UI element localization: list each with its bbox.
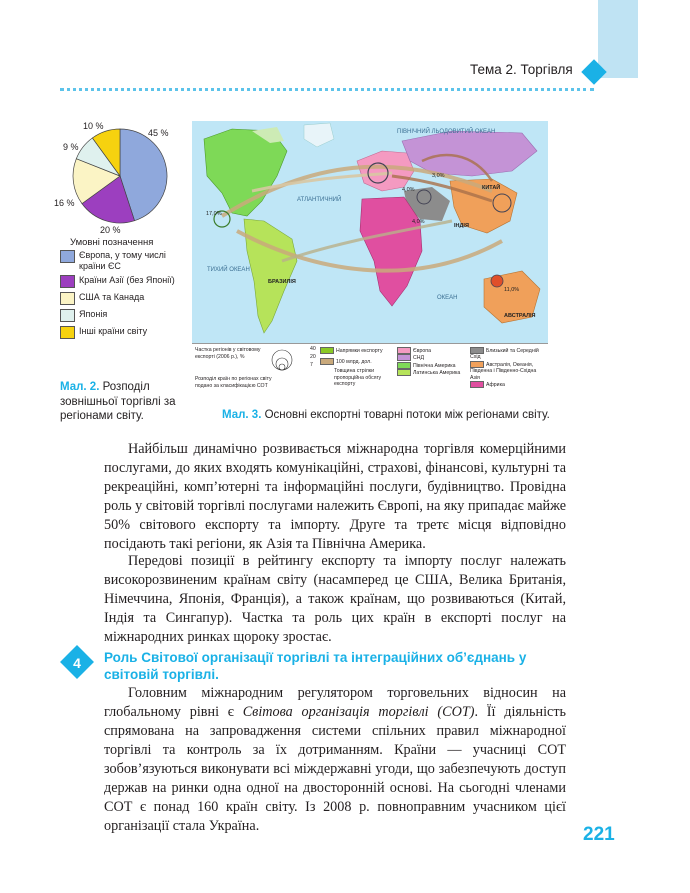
region-label-india: ІНДІЯ: [454, 223, 469, 229]
figure-2-text: Розподіл зовнішньої торгівлі за регіонами світу.: [60, 381, 176, 422]
map-legend-share-title: Частка регіонів у світовому експорті (2006 р.), %: [195, 347, 261, 360]
map-legend: [192, 343, 548, 402]
region-label-brazil: БРАЗИЛІЯ: [268, 279, 296, 285]
region-legend-label: Близький та Середній Схід: [470, 347, 539, 361]
region-legend-label: Латинська Америка: [413, 370, 461, 376]
region-legend-item: [470, 361, 546, 381]
legend-label: США та Канада: [79, 292, 145, 302]
legend-item: [60, 275, 180, 288]
region-legend-label: Африка: [486, 382, 505, 389]
figure-2-caption: [60, 380, 185, 424]
arrow-label: Напрямки експорту: [336, 347, 383, 354]
region-swatch: [397, 347, 411, 354]
legend-swatch: [60, 250, 75, 263]
pie-label-2: 16 %: [54, 198, 75, 208]
pie-label-4: 10 %: [83, 121, 104, 131]
paragraph-wto-part-a: Головним міжнародним регулятором торговельних відносин на глобальному рівні є: [104, 685, 566, 720]
export-flows-map: [192, 121, 548, 401]
region-label-china: КИТАЙ: [482, 185, 501, 191]
legend-item: [60, 250, 180, 271]
region-legend-label: Австралія, Океанія, Південна і Південно-Східна Азія: [470, 361, 537, 381]
region-swatch: [470, 381, 484, 388]
world-map-image: [192, 121, 548, 343]
legend-item: [60, 326, 180, 339]
ocean-label-arctic: ПІВНІЧНИЙ ЛЬОДОВИТИЙ ОКЕАН: [397, 129, 496, 135]
region-legend-item: [397, 369, 467, 376]
ocean-label-indian: ОКЕАН: [437, 295, 458, 301]
region-swatch: [470, 347, 484, 354]
region-legend-item: [397, 362, 467, 369]
map-legend-arrow: [320, 347, 390, 354]
region-swatch: [397, 354, 411, 361]
page-corner-tab: [598, 0, 638, 78]
running-header: Тема 2. Торгівля: [470, 62, 573, 77]
paragraph-services: Найбільш динамічно розвивається міжнародна торгівля комерційними послугами, до яких входять комунікаційні, страхові, фінансові, культурні та рекреаційні, комп’ютерні та інформаційні послуги, будівництво. Провідна роль у світовій торгівлі послугами належить Європі, на яку припадає майже 50% світового експорту та імпорту. Друге та третє місця відповідно посідають такі регіони, як Азія та Північна Америка.: [104, 441, 566, 552]
pie-label-3: 9 %: [63, 142, 79, 152]
wto-term: Світова організація торгівлі (СОТ): [242, 704, 475, 720]
region-legend-label: Північна Америка: [413, 362, 456, 369]
paragraph-leaders: Передові позиції в рейтингу експорту та імпорту послуг належать високорозвиненим країнам світу (насамперед це США, Велика Британія, Німеччина, Японія, Франція), а також країнам, що розвиваються (Китай, Індія та Сингапур). Частка та роль цих країн в експорті послуг на міжнародних ринках щороку зростає.: [104, 553, 566, 645]
scale-circles-icon: [268, 347, 308, 371]
share-label: 3,0%: [432, 173, 445, 179]
map-legend-regions-a: [397, 347, 467, 377]
legend-label: Інші країни світу: [79, 326, 148, 336]
thickness-label: Товщина стрілки пропорційна обсягу експорту: [334, 368, 382, 387]
legend-swatch: [60, 292, 75, 305]
region-legend-item: [470, 347, 546, 361]
legend-item: [60, 309, 180, 322]
region-legend-item: [397, 354, 467, 361]
map-legend-volume: [320, 358, 390, 365]
region-swatch: [470, 361, 484, 368]
section-heading: Роль Світової організації торгівлі та інтеграційних об’єднань у світовій торгівлі.: [104, 650, 527, 682]
region-label-australia: АВСТРАЛІЯ: [504, 313, 536, 319]
figure-3-label: Мал. 3.: [222, 409, 262, 421]
region-legend-label: Європа: [413, 347, 431, 354]
pie-legend: [60, 250, 180, 343]
paragraph-wto: [104, 684, 566, 836]
paragraph-wto-part-b: . Її діяльність спрямована на запровадження системи спільних правил міжнародної торгівлі та контроль за їх дотриманням. Країни — учасниці СОТ зобов’язуються виконувати всі міждержавні угоди, що забезпечують доступ держав на ринки одна одної на двосторонній основі. На сьогодні членами СОТ є понад 160 країн світу. Із 2008 р. повноправним учасником цієї організації стала Україна.: [104, 704, 566, 834]
region-swatch: [397, 362, 411, 369]
share-label: 11,0%: [504, 287, 520, 293]
pie-chart: [50, 116, 170, 234]
map-legend-flows-title: Розподіл країн по регіонах світу подано за класифікацією СОТ: [195, 376, 272, 389]
region-legend-item: [470, 381, 546, 388]
scale-value: 20: [310, 354, 316, 360]
header-divider: [60, 88, 594, 91]
region-swatch: [397, 369, 411, 376]
figure-2-label: Мал. 2.: [60, 381, 100, 393]
legend-title: Умовні позначення: [70, 237, 154, 248]
legend-swatch: [60, 309, 75, 322]
arrow-swatch-icon: [320, 347, 334, 354]
legend-label: Країни Азії (без Японії): [79, 275, 175, 285]
legend-item: [60, 292, 180, 305]
region-legend-item: [397, 347, 467, 354]
legend-swatch: [60, 275, 75, 288]
map-legend-scale: [268, 347, 308, 371]
region-legend-label: СНД: [413, 355, 425, 362]
pie-label-1: 20 %: [100, 225, 121, 234]
volume-label: 100 млрд. дол.: [336, 358, 372, 365]
legend-label: Японія: [79, 309, 108, 319]
map-legend-regions-b: [470, 347, 546, 389]
pie-label-0: 45 %: [148, 128, 169, 138]
scale-value: 40: [310, 346, 316, 352]
volume-swatch-icon: [320, 358, 334, 365]
figure-3-caption: [222, 409, 550, 421]
page-number: 221: [583, 824, 615, 845]
share-label: 4,0%: [412, 219, 425, 225]
section-number: 4: [73, 655, 81, 671]
share-label: 4,0%: [402, 187, 415, 193]
ocean-label-atlantic: АТЛАНТИЧНИЙ: [297, 197, 342, 203]
figure-3-text: Основні експортні товарні потоки між регіонами світу.: [264, 409, 550, 421]
ocean-label-pacific: ТИХИЙ ОКЕАН: [207, 267, 250, 273]
legend-swatch: [60, 326, 75, 339]
scale-value: 7: [310, 362, 313, 368]
legend-label: Європа, у тому числі країни ЄС: [79, 250, 166, 271]
share-label: 17,0%: [206, 211, 222, 217]
